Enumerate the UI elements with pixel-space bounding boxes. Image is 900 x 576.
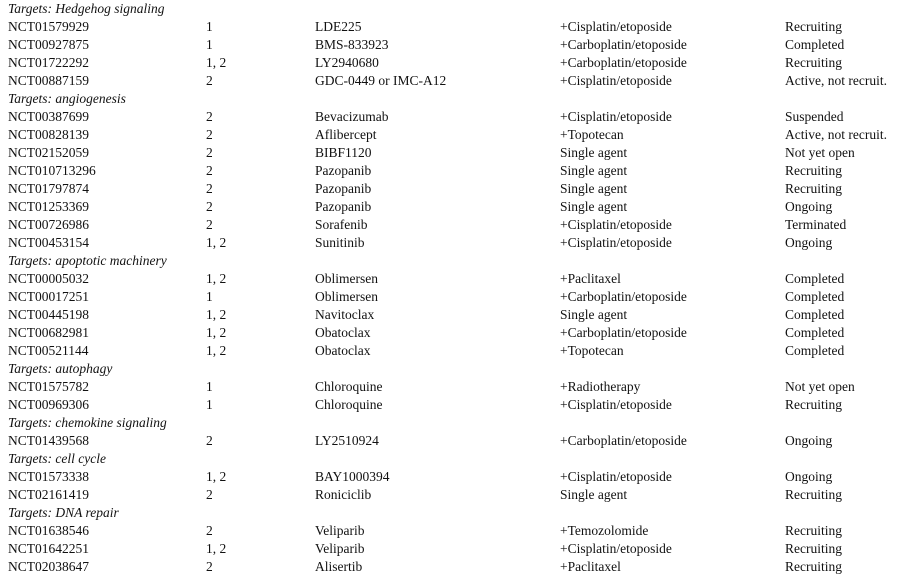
drug-cell: Navitoclax — [315, 307, 375, 322]
drug-cell: Pazopanib — [315, 199, 372, 214]
drug-cell: Veliparib — [315, 523, 365, 538]
phase-cell: 1 — [206, 379, 213, 394]
regimen-cell: +Temozolomide — [560, 523, 649, 538]
phase-cell: 2 — [206, 199, 213, 214]
group-heading-text: Targets: Hedgehog signaling — [8, 1, 165, 16]
phase-cell: 1, 2 — [206, 541, 227, 556]
status-cell: Recruiting — [785, 181, 842, 196]
status-cell: Ongoing — [785, 469, 833, 484]
phase-cell: 2 — [206, 109, 213, 124]
trial-id-cell: NCT00726986 — [8, 217, 89, 232]
regimen-cell: +Cisplatin/etoposide — [560, 217, 672, 232]
regimen-cell: +Cisplatin/etoposide — [560, 19, 672, 34]
phase-cell: 1, 2 — [206, 235, 227, 250]
status-cell: Recruiting — [785, 487, 842, 502]
table-row — [0, 216, 900, 234]
group-heading-text: Targets: apoptotic machinery — [8, 253, 167, 268]
trial-id-cell: NCT02152059 — [8, 145, 89, 160]
table-row — [0, 54, 900, 72]
drug-cell: Alisertib — [315, 559, 363, 574]
regimen-cell: +Topotecan — [560, 343, 624, 358]
drug-cell: Pazopanib — [315, 181, 372, 196]
status-cell: Recruiting — [785, 559, 842, 574]
table-row — [0, 558, 900, 576]
phase-cell: 2 — [206, 127, 213, 142]
table-row — [0, 324, 900, 342]
phase-cell: 1 — [206, 37, 213, 52]
table-row — [0, 162, 900, 180]
status-cell: Recruiting — [785, 163, 842, 178]
phase-cell: 2 — [206, 433, 213, 448]
table-row — [0, 378, 900, 396]
regimen-cell: +Carboplatin/etoposide — [560, 37, 687, 52]
table-row — [0, 306, 900, 324]
status-cell: Recruiting — [785, 55, 842, 70]
status-cell: Ongoing — [785, 199, 833, 214]
drug-cell: Sunitinib — [315, 235, 365, 250]
regimen-cell: +Paclitaxel — [560, 559, 621, 574]
regimen-cell: Single agent — [560, 487, 628, 502]
trial-id-cell: NCT01642251 — [8, 541, 89, 556]
drug-cell: Obatoclax — [315, 343, 371, 358]
trial-id-cell: NCT00017251 — [8, 289, 89, 304]
regimen-cell: +Cisplatin/etoposide — [560, 397, 672, 412]
phase-cell: 2 — [206, 523, 213, 538]
drug-cell: LY2940680 — [315, 55, 379, 70]
trial-id-cell: NCT00969306 — [8, 397, 89, 412]
trial-id-cell: NCT02038647 — [8, 559, 89, 574]
group-heading-text: Targets: chemokine signaling — [8, 415, 167, 430]
phase-cell: 2 — [206, 73, 213, 88]
status-cell: Ongoing — [785, 235, 833, 250]
drug-cell: Aflibercept — [315, 127, 377, 142]
phase-cell: 2 — [206, 181, 213, 196]
trial-id-cell: NCT00445198 — [8, 307, 89, 322]
trial-id-cell: NCT00828139 — [8, 127, 89, 142]
group-heading-text: Targets: DNA repair — [8, 505, 119, 520]
phase-cell: 2 — [206, 559, 213, 574]
trial-id-cell: NCT00521144 — [8, 343, 89, 358]
table-row — [0, 342, 900, 360]
phase-cell: 1, 2 — [206, 469, 227, 484]
table-row — [0, 144, 900, 162]
table-row — [0, 234, 900, 252]
table-row — [0, 486, 900, 504]
status-cell: Terminated — [785, 217, 847, 232]
status-cell: Recruiting — [785, 19, 842, 34]
status-cell: Ongoing — [785, 433, 833, 448]
group-heading-text: Targets: cell cycle — [8, 451, 106, 466]
status-cell: Completed — [785, 307, 845, 322]
regimen-cell: Single agent — [560, 145, 628, 160]
regimen-cell: Single agent — [560, 181, 628, 196]
drug-cell: BMS-833923 — [315, 37, 389, 52]
regimen-cell: +Cisplatin/etoposide — [560, 109, 672, 124]
status-cell: Recruiting — [785, 397, 842, 412]
phase-cell: 1 — [206, 289, 213, 304]
group-heading-text: Targets: autophagy — [8, 361, 113, 376]
phase-cell: 1, 2 — [206, 55, 227, 70]
group-heading-text: Targets: angiogenesis — [8, 91, 126, 106]
trial-id-cell: NCT00682981 — [8, 325, 89, 340]
trial-id-cell: NCT00453154 — [8, 235, 89, 250]
drug-cell: Bevacizumab — [315, 109, 389, 124]
group-heading — [0, 360, 900, 378]
status-cell: Completed — [785, 343, 845, 358]
group-heading — [0, 90, 900, 108]
drug-cell: LY2510924 — [315, 433, 379, 448]
regimen-cell: +Carboplatin/etoposide — [560, 289, 687, 304]
status-cell: Recruiting — [785, 523, 842, 538]
trial-id-cell: NCT01253369 — [8, 199, 89, 214]
regimen-cell: +Cisplatin/etoposide — [560, 469, 672, 484]
regimen-cell: +Carboplatin/etoposide — [560, 433, 687, 448]
trial-id-cell: NCT01439568 — [8, 433, 89, 448]
drug-cell: Sorafenib — [315, 217, 368, 232]
phase-cell: 1, 2 — [206, 307, 227, 322]
table-row — [0, 180, 900, 198]
drug-cell: Pazopanib — [315, 163, 372, 178]
trial-id-cell: NCT01575782 — [8, 379, 89, 394]
status-cell: Recruiting — [785, 541, 842, 556]
table-row — [0, 126, 900, 144]
regimen-cell: +Topotecan — [560, 127, 624, 142]
drug-cell: Obatoclax — [315, 325, 371, 340]
trial-id-cell: NCT01638546 — [8, 523, 89, 538]
regimen-cell: +Carboplatin/etoposide — [560, 55, 687, 70]
regimen-cell: +Radiotherapy — [560, 379, 641, 394]
phase-cell: 1, 2 — [206, 271, 227, 286]
regimen-cell: +Carboplatin/etoposide — [560, 325, 687, 340]
status-cell: Completed — [785, 37, 845, 52]
table-row — [0, 36, 900, 54]
table-row — [0, 540, 900, 558]
table-row — [0, 522, 900, 540]
status-cell: Not yet open — [785, 145, 855, 160]
table-row — [0, 468, 900, 486]
group-heading — [0, 504, 900, 522]
drug-cell: BAY1000394 — [315, 469, 390, 484]
trial-id-cell: NCT01722292 — [8, 55, 89, 70]
group-heading — [0, 450, 900, 468]
group-heading — [0, 252, 900, 270]
regimen-cell: Single agent — [560, 307, 628, 322]
table-row — [0, 198, 900, 216]
drug-cell: Veliparib — [315, 541, 365, 556]
table-row — [0, 432, 900, 450]
table-row — [0, 270, 900, 288]
drug-cell: GDC-0449 or IMC-A12 — [315, 73, 447, 88]
trial-id-cell: NCT010713296 — [8, 163, 96, 178]
status-cell: Suspended — [785, 109, 844, 124]
trial-id-cell: NCT00887159 — [8, 73, 89, 88]
regimen-cell: +Cisplatin/etoposide — [560, 235, 672, 250]
table-row — [0, 108, 900, 126]
status-cell: Active, not recruit. — [785, 127, 887, 142]
drug-cell: Chloroquine — [315, 397, 383, 412]
regimen-cell: +Cisplatin/etoposide — [560, 541, 672, 556]
drug-cell: LDE225 — [315, 19, 362, 34]
group-heading — [0, 0, 900, 18]
phase-cell: 1 — [206, 19, 213, 34]
trial-id-cell: NCT00005032 — [8, 271, 89, 286]
status-cell: Completed — [785, 271, 845, 286]
phase-cell: 1, 2 — [206, 343, 227, 358]
trial-id-cell: NCT00927875 — [8, 37, 89, 52]
status-cell: Not yet open — [785, 379, 855, 394]
table-row — [0, 72, 900, 90]
table-row — [0, 18, 900, 36]
phase-cell: 2 — [206, 145, 213, 160]
trial-id-cell: NCT01579929 — [8, 19, 89, 34]
trial-id-cell: NCT01573338 — [8, 469, 89, 484]
group-heading — [0, 414, 900, 432]
regimen-cell: +Cisplatin/etoposide — [560, 73, 672, 88]
trial-id-cell: NCT02161419 — [8, 487, 89, 502]
drug-cell: Oblimersen — [315, 271, 378, 286]
regimen-cell: Single agent — [560, 199, 628, 214]
trial-id-cell: NCT01797874 — [8, 181, 89, 196]
phase-cell: 2 — [206, 217, 213, 232]
drug-cell: BIBF1120 — [315, 145, 372, 160]
regimen-cell: +Paclitaxel — [560, 271, 621, 286]
status-cell: Completed — [785, 289, 845, 304]
phase-cell: 2 — [206, 487, 213, 502]
regimen-cell: Single agent — [560, 163, 628, 178]
table-row — [0, 396, 900, 414]
table-row — [0, 288, 900, 306]
drug-cell: Roniciclib — [315, 487, 372, 502]
phase-cell: 1 — [206, 397, 213, 412]
phase-cell: 1, 2 — [206, 325, 227, 340]
phase-cell: 2 — [206, 163, 213, 178]
drug-cell: Chloroquine — [315, 379, 383, 394]
status-cell: Completed — [785, 325, 845, 340]
status-cell: Active, not recruit. — [785, 73, 887, 88]
drug-cell: Oblimersen — [315, 289, 378, 304]
trial-id-cell: NCT00387699 — [8, 109, 89, 124]
